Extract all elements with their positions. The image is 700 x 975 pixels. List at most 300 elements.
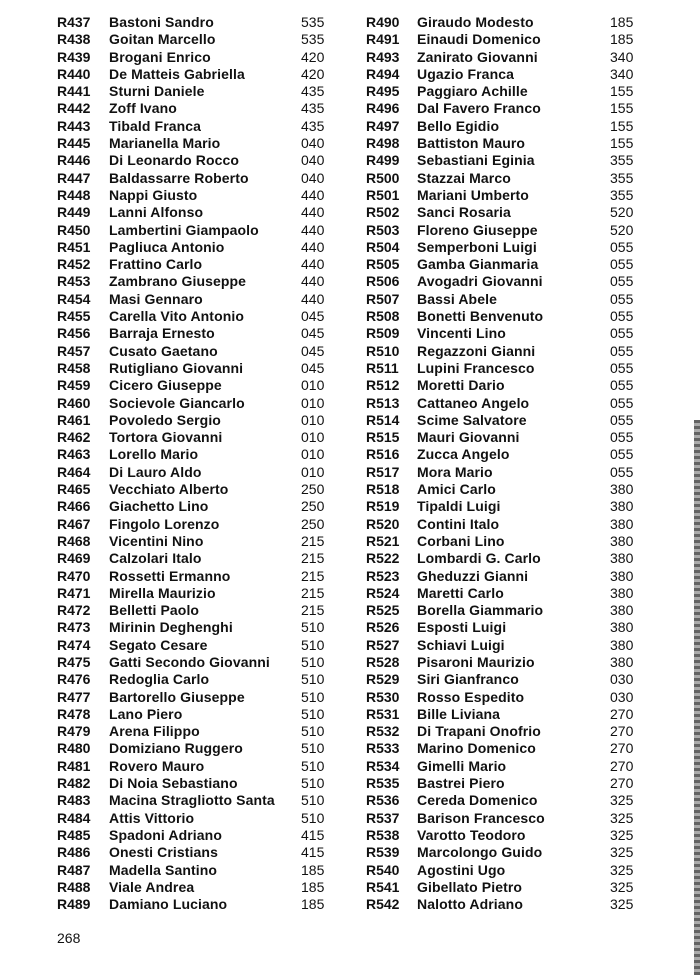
entry-name: Marcolongo Guido bbox=[417, 844, 543, 861]
entry-number: 435 bbox=[301, 117, 325, 134]
entry-name: Mora Mario bbox=[417, 463, 493, 480]
entry-code: R504 bbox=[366, 238, 400, 255]
entry-code: R520 bbox=[366, 515, 400, 532]
entry-code: R479 bbox=[57, 723, 91, 740]
entry-code: R530 bbox=[366, 688, 400, 705]
entry-code: R540 bbox=[366, 861, 400, 878]
entry-name: Fingolo Lorenzo bbox=[109, 515, 220, 532]
entry-number: 325 bbox=[610, 792, 634, 809]
entry-code: R442 bbox=[57, 100, 91, 117]
entry-name: Di Trapani Onofrio bbox=[417, 723, 541, 740]
entry-number: 040 bbox=[301, 169, 325, 186]
entry-name: Regazzoni Gianni bbox=[417, 342, 536, 359]
entry-name: Zucca Angelo bbox=[417, 446, 510, 463]
entry-number: 045 bbox=[301, 359, 325, 376]
entry-number: 325 bbox=[610, 896, 634, 913]
entry-name: Attis Vittorio bbox=[109, 809, 195, 826]
entry-number: 420 bbox=[301, 65, 325, 82]
entry-name: Lombardi G. Carlo bbox=[417, 550, 541, 567]
entry-name: Stazzai Marco bbox=[417, 169, 511, 186]
entry-name: Bonetti Benvenuto bbox=[417, 308, 544, 325]
entry-code: R502 bbox=[366, 204, 400, 221]
entry-number: 355 bbox=[610, 186, 634, 203]
entry-number: 380 bbox=[610, 498, 634, 515]
entry-code: R449 bbox=[57, 204, 91, 221]
entry-number: 510 bbox=[301, 792, 325, 809]
entry-name: Nappi Giusto bbox=[109, 186, 198, 203]
entry-name: Paggiaro Achille bbox=[417, 83, 528, 100]
entry-name: Giraudo Modesto bbox=[417, 14, 534, 30]
entry-name: Sanci Rosaria bbox=[417, 204, 511, 221]
entry-code: R458 bbox=[57, 359, 91, 376]
entry-code: R510 bbox=[366, 342, 400, 359]
entry-code: R534 bbox=[366, 757, 400, 774]
entry-code: R447 bbox=[57, 169, 91, 186]
entry-number: 380 bbox=[610, 653, 634, 670]
entry-number: 055 bbox=[610, 411, 634, 428]
entry-name: Povoledo Sergio bbox=[109, 411, 221, 428]
entry-number: 325 bbox=[610, 826, 634, 843]
entry-number: 380 bbox=[610, 619, 634, 636]
entry-name: Rutigliano Giovanni bbox=[109, 359, 244, 376]
entry-name: Lanni Alfonso bbox=[109, 204, 204, 221]
entry-number: 030 bbox=[610, 688, 634, 705]
entry-name: Onesti Cristians bbox=[109, 844, 218, 861]
entry-code: R450 bbox=[57, 221, 91, 238]
entry-code: R537 bbox=[366, 809, 400, 826]
entry-name: Nalotto Adriano bbox=[417, 896, 523, 913]
entry-name: Viale Andrea bbox=[109, 878, 195, 895]
entry-name: Borella Giammario bbox=[417, 602, 544, 619]
entry-name: Floreno Giuseppe bbox=[417, 221, 538, 238]
entry-name: Belletti Paolo bbox=[109, 602, 200, 619]
entry-name: Mirella Maurizio bbox=[109, 584, 216, 601]
entry-name: Di Lauro Aldo bbox=[109, 463, 202, 480]
entry-code: R443 bbox=[57, 117, 91, 134]
entry-name: Frattino Carlo bbox=[109, 256, 203, 273]
entry-number: 325 bbox=[610, 809, 634, 826]
entry-code: R480 bbox=[57, 740, 91, 757]
entry-number: 510 bbox=[301, 757, 325, 774]
entry-number: 215 bbox=[301, 584, 325, 601]
entry-name: Mauri Giovanni bbox=[417, 429, 520, 446]
entry-number: 510 bbox=[301, 740, 325, 757]
entry-number: 510 bbox=[301, 705, 325, 722]
entry-number: 045 bbox=[301, 308, 325, 325]
entry-code: R490 bbox=[366, 14, 400, 30]
entry-number: 010 bbox=[301, 394, 325, 411]
entry-number: 440 bbox=[301, 256, 325, 273]
entry-name: Cusato Gaetano bbox=[109, 342, 218, 359]
entry-number: 440 bbox=[301, 238, 325, 255]
entry-code: R527 bbox=[366, 636, 400, 653]
entry-number: 185 bbox=[610, 31, 634, 48]
entry-number: 055 bbox=[610, 290, 634, 307]
entry-number: 010 bbox=[301, 377, 325, 394]
entry-number: 055 bbox=[610, 377, 634, 394]
entry-name: Tortora Giovanni bbox=[109, 429, 223, 446]
entry-code: R440 bbox=[57, 65, 91, 82]
entry-number: 055 bbox=[610, 446, 634, 463]
entry-number: 380 bbox=[610, 567, 634, 584]
entry-number: 185 bbox=[610, 14, 634, 30]
entry-number: 415 bbox=[301, 844, 325, 861]
entry-number: 010 bbox=[301, 463, 325, 480]
entry-name: Schiavi Luigi bbox=[417, 636, 505, 653]
entry-code: R539 bbox=[366, 844, 400, 861]
entry-code: R482 bbox=[57, 775, 91, 792]
entry-code: R519 bbox=[366, 498, 400, 515]
entry-code: R476 bbox=[57, 671, 91, 688]
entry-code: R507 bbox=[366, 290, 400, 307]
entry-code: R483 bbox=[57, 792, 91, 809]
entry-code: R538 bbox=[366, 826, 400, 843]
entry-code: R509 bbox=[366, 325, 400, 342]
entry-name: Sebastiani Eginia bbox=[417, 152, 535, 169]
entry-number: 010 bbox=[301, 446, 325, 463]
entry-code: R457 bbox=[57, 342, 91, 359]
entry-name: Mariani Umberto bbox=[417, 186, 529, 203]
entry-number: 045 bbox=[301, 342, 325, 359]
entry-code: R448 bbox=[57, 186, 91, 203]
entry-code: R469 bbox=[57, 550, 91, 567]
entry-name: Vincenti Lino bbox=[417, 325, 506, 342]
entry-number: 055 bbox=[610, 394, 634, 411]
entry-number: 510 bbox=[301, 636, 325, 653]
entry-number: 215 bbox=[301, 602, 325, 619]
entry-name: Domiziano Ruggero bbox=[109, 740, 243, 757]
entry-number: 055 bbox=[610, 325, 634, 342]
entry-name: Bello Egidio bbox=[417, 117, 500, 134]
entry-name: Pagliuca Antonio bbox=[109, 238, 225, 255]
entry-name: Lorello Mario bbox=[109, 446, 199, 463]
entry-code: R498 bbox=[366, 135, 400, 152]
entry-code: R514 bbox=[366, 411, 400, 428]
entry-number: 510 bbox=[301, 775, 325, 792]
entry-number: 435 bbox=[301, 100, 325, 117]
entry-name: Zoff Ivano bbox=[109, 100, 177, 117]
entry-name: Gamba Gianmaria bbox=[417, 256, 539, 273]
entry-number: 055 bbox=[610, 463, 634, 480]
entry-code: R466 bbox=[57, 498, 91, 515]
entry-number: 380 bbox=[610, 636, 634, 653]
entry-name: Bastoni Sandro bbox=[109, 14, 214, 30]
entry-code: R468 bbox=[57, 532, 91, 549]
entry-name: Varotto Teodoro bbox=[417, 826, 526, 843]
entry-code: R541 bbox=[366, 878, 400, 895]
entry-number: 440 bbox=[301, 186, 325, 203]
entry-code: R485 bbox=[57, 826, 91, 843]
entry-name: Rosso Espedito bbox=[417, 688, 525, 705]
entry-code: R528 bbox=[366, 653, 400, 670]
entry-code: R517 bbox=[366, 463, 400, 480]
entry-number: 250 bbox=[301, 515, 325, 532]
entry-name: Goitan Marcello bbox=[109, 31, 216, 48]
entry-name: Arena Filippo bbox=[109, 723, 200, 740]
entry-name: Rovero Mauro bbox=[109, 757, 205, 774]
entry-name: Lano Piero bbox=[109, 705, 183, 722]
entry-number: 185 bbox=[301, 878, 325, 895]
entry-code: R481 bbox=[57, 757, 91, 774]
entry-name: Siri Gianfranco bbox=[417, 671, 519, 688]
entry-code: R518 bbox=[366, 481, 400, 498]
entry-number: 415 bbox=[301, 826, 325, 843]
entry-number: 380 bbox=[610, 481, 634, 498]
entry-code: R495 bbox=[366, 83, 400, 100]
entry-code: R471 bbox=[57, 584, 91, 601]
entry-code: R536 bbox=[366, 792, 400, 809]
entry-code: R459 bbox=[57, 377, 91, 394]
entry-name: Carella Vito Antonio bbox=[109, 308, 245, 325]
entry-name: Pisaroni Maurizio bbox=[417, 653, 535, 670]
entry-number: 040 bbox=[301, 135, 325, 152]
entry-number: 510 bbox=[301, 619, 325, 636]
entry-code: R512 bbox=[366, 377, 400, 394]
entry-code: R474 bbox=[57, 636, 91, 653]
entry-name: Gibellato Pietro bbox=[417, 878, 523, 895]
entry-code: R524 bbox=[366, 584, 400, 601]
entry-name: Barison Francesco bbox=[417, 809, 545, 826]
entry-number: 270 bbox=[610, 740, 634, 757]
entry-code: R456 bbox=[57, 325, 91, 342]
entry-name: Cereda Domenico bbox=[417, 792, 538, 809]
entry-name: Socievole Giancarlo bbox=[109, 394, 245, 411]
entry-name: Einaudi Domenico bbox=[417, 31, 541, 48]
entry-code: R467 bbox=[57, 515, 91, 532]
entry-code: R513 bbox=[366, 394, 400, 411]
entry-name: Corbani Lino bbox=[417, 532, 505, 549]
entry-number: 340 bbox=[610, 65, 634, 82]
entry-code: R491 bbox=[366, 31, 400, 48]
entry-number: 535 bbox=[301, 14, 325, 30]
entry-name: Bartorello Giuseppe bbox=[109, 688, 245, 705]
entry-number: 055 bbox=[610, 273, 634, 290]
entry-code: R475 bbox=[57, 653, 91, 670]
entry-number: 270 bbox=[610, 775, 634, 792]
entry-code: R497 bbox=[366, 117, 400, 134]
entry-number: 380 bbox=[610, 515, 634, 532]
entry-number: 155 bbox=[610, 135, 634, 152]
entry-name: Amici Carlo bbox=[417, 481, 496, 498]
entry-name: Cattaneo Angelo bbox=[417, 394, 530, 411]
entry-code: R500 bbox=[366, 169, 400, 186]
entry-code: R472 bbox=[57, 602, 91, 619]
entry-code: R542 bbox=[366, 896, 400, 913]
entry-number: 045 bbox=[301, 325, 325, 342]
entry-number: 250 bbox=[301, 498, 325, 515]
entry-name: Tipaldi Luigi bbox=[417, 498, 501, 515]
entry-name: Esposti Luigi bbox=[417, 619, 507, 636]
entry-code: R446 bbox=[57, 152, 91, 169]
entry-name: Scime Salvatore bbox=[417, 411, 527, 428]
entry-name: Contini Italo bbox=[417, 515, 500, 532]
entry-number: 380 bbox=[610, 550, 634, 567]
entry-number: 510 bbox=[301, 653, 325, 670]
entry-name: Semperboni Luigi bbox=[417, 238, 537, 255]
entry-code: R441 bbox=[57, 83, 91, 100]
entry-name: Di Noia Sebastiano bbox=[109, 775, 238, 792]
entry-number: 215 bbox=[301, 550, 325, 567]
entry-name: Bille Liviana bbox=[417, 705, 500, 722]
entry-number: 520 bbox=[610, 204, 634, 221]
entry-code: R470 bbox=[57, 567, 91, 584]
entry-name: Dal Favero Franco bbox=[417, 100, 541, 117]
entry-code: R496 bbox=[366, 100, 400, 117]
entry-name: Cicero Giuseppe bbox=[109, 377, 222, 394]
entry-number: 325 bbox=[610, 844, 634, 861]
entry-code: R455 bbox=[57, 308, 91, 325]
entry-code: R521 bbox=[366, 532, 400, 549]
entry-name: Damiano Luciano bbox=[109, 896, 228, 913]
entry-code: R494 bbox=[366, 65, 400, 82]
entry-code: R465 bbox=[57, 481, 91, 498]
entry-name: Rossetti Ermanno bbox=[109, 567, 231, 584]
entry-code: R516 bbox=[366, 446, 400, 463]
entry-code: R477 bbox=[57, 688, 91, 705]
entry-code: R462 bbox=[57, 429, 91, 446]
entry-number: 440 bbox=[301, 204, 325, 221]
entry-number: 510 bbox=[301, 688, 325, 705]
entry-code: R525 bbox=[366, 602, 400, 619]
entry-name: Redoglia Carlo bbox=[109, 671, 210, 688]
entry-code: R535 bbox=[366, 775, 400, 792]
entry-name: Avogadri Giovanni bbox=[417, 273, 543, 290]
entry-number: 510 bbox=[301, 671, 325, 688]
entry-name: Macina Stragliotto Santa bbox=[109, 792, 275, 809]
entry-code: R454 bbox=[57, 290, 91, 307]
entry-number: 340 bbox=[610, 48, 634, 65]
entry-code: R486 bbox=[57, 844, 91, 861]
entry-code: R438 bbox=[57, 31, 91, 48]
entry-number: 055 bbox=[610, 256, 634, 273]
entry-name: Masi Gennaro bbox=[109, 290, 203, 307]
entry-name: Zanirato Giovanni bbox=[417, 48, 538, 65]
entry-code: R473 bbox=[57, 619, 91, 636]
entry-number: 270 bbox=[610, 705, 634, 722]
entry-code: R463 bbox=[57, 446, 91, 463]
entry-code: R522 bbox=[366, 550, 400, 567]
entry-number: 215 bbox=[301, 567, 325, 584]
entry-name: Segato Cesare bbox=[109, 636, 208, 653]
entry-number: 185 bbox=[301, 861, 325, 878]
entry-name: Giachetto Lino bbox=[109, 498, 209, 515]
entry-name: Ugazio Franca bbox=[417, 65, 514, 82]
entry-name: Lambertini Giampaolo bbox=[109, 221, 259, 238]
entry-name: Bastrei Piero bbox=[417, 775, 505, 792]
entry-number: 355 bbox=[610, 152, 634, 169]
entry-name: Calzolari Italo bbox=[109, 550, 202, 567]
entry-code: R464 bbox=[57, 463, 91, 480]
entry-number: 215 bbox=[301, 532, 325, 549]
entry-number: 010 bbox=[301, 429, 325, 446]
entry-code: R526 bbox=[366, 619, 400, 636]
entry-number: 355 bbox=[610, 169, 634, 186]
entry-name: Marino Domenico bbox=[417, 740, 536, 757]
page-number: 268 bbox=[57, 930, 81, 946]
entry-code: R439 bbox=[57, 48, 91, 65]
entry-name: Gimelli Mario bbox=[417, 757, 507, 774]
entry-name: Zambrano Giuseppe bbox=[109, 273, 247, 290]
entry-code: R437 bbox=[57, 14, 91, 30]
entry-number: 250 bbox=[301, 481, 325, 498]
entry-code: R501 bbox=[366, 186, 400, 203]
entry-number: 185 bbox=[301, 896, 325, 913]
entry-number: 380 bbox=[610, 584, 634, 601]
entry-name: Baldassarre Roberto bbox=[109, 169, 249, 186]
entry-code: R515 bbox=[366, 429, 400, 446]
entry-code: R531 bbox=[366, 705, 400, 722]
entry-number: 270 bbox=[610, 757, 634, 774]
entry-number: 510 bbox=[301, 723, 325, 740]
entry-number: 155 bbox=[610, 100, 634, 117]
entry-name: Gheduzzi Gianni bbox=[417, 567, 529, 584]
entry-name: Madella Santino bbox=[109, 861, 218, 878]
entry-code: R445 bbox=[57, 135, 91, 152]
entry-number: 325 bbox=[610, 861, 634, 878]
entry-code: R529 bbox=[366, 671, 400, 688]
entry-number: 055 bbox=[610, 308, 634, 325]
entry-code: R508 bbox=[366, 308, 400, 325]
entry-code: R484 bbox=[57, 809, 91, 826]
entry-name: Di Leonardo Rocco bbox=[109, 152, 240, 169]
entry-name: Vicentini Nino bbox=[109, 532, 204, 549]
entry-code: R506 bbox=[366, 273, 400, 290]
entry-code: R511 bbox=[366, 359, 399, 376]
entry-code: R499 bbox=[366, 152, 400, 169]
entry-number: 055 bbox=[610, 359, 634, 376]
entry-number: 535 bbox=[301, 31, 325, 48]
entry-name: Spadoni Adriano bbox=[109, 826, 222, 843]
entry-number: 510 bbox=[301, 809, 325, 826]
entry-name: Sturni Daniele bbox=[109, 83, 205, 100]
entry-code: R451 bbox=[57, 238, 91, 255]
entry-name: Barraja Ernesto bbox=[109, 325, 215, 342]
entry-number: 270 bbox=[610, 723, 634, 740]
entry-code: R453 bbox=[57, 273, 91, 290]
entry-number: 380 bbox=[610, 602, 634, 619]
entry-number: 380 bbox=[610, 532, 634, 549]
entry-name: Bassi Abele bbox=[417, 290, 497, 307]
entry-code: R523 bbox=[366, 567, 400, 584]
entry-name: Lupini Francesco bbox=[417, 359, 535, 376]
entry-name: Gatti Secondo Giovanni bbox=[109, 653, 270, 670]
entry-number: 055 bbox=[610, 238, 634, 255]
entry-number: 435 bbox=[301, 83, 325, 100]
entry-name: Mirinin Deghenghi bbox=[109, 619, 233, 636]
entry-name: Maretti Carlo bbox=[417, 584, 504, 601]
entry-number: 055 bbox=[610, 429, 634, 446]
entry-number: 440 bbox=[301, 290, 325, 307]
entry-name: Marianella Mario bbox=[109, 135, 221, 152]
entry-number: 325 bbox=[610, 878, 634, 895]
entry-number: 155 bbox=[610, 117, 634, 134]
entry-code: R532 bbox=[366, 723, 400, 740]
entry-code: R461 bbox=[57, 411, 91, 428]
entry-code: R478 bbox=[57, 705, 91, 722]
entry-code: R493 bbox=[366, 48, 400, 65]
entry-code: R505 bbox=[366, 256, 400, 273]
entry-name: Moretti Dario bbox=[417, 377, 505, 394]
scan-edge bbox=[694, 420, 700, 975]
entry-name: Brogani Enrico bbox=[109, 48, 211, 65]
entry-number: 030 bbox=[610, 671, 634, 688]
entry-number: 155 bbox=[610, 83, 634, 100]
entry-name: Agostini Ugo bbox=[417, 861, 506, 878]
entry-code: R460 bbox=[57, 394, 91, 411]
entry-number: 440 bbox=[301, 221, 325, 238]
entry-number: 420 bbox=[301, 48, 325, 65]
entry-code: R487 bbox=[57, 861, 91, 878]
